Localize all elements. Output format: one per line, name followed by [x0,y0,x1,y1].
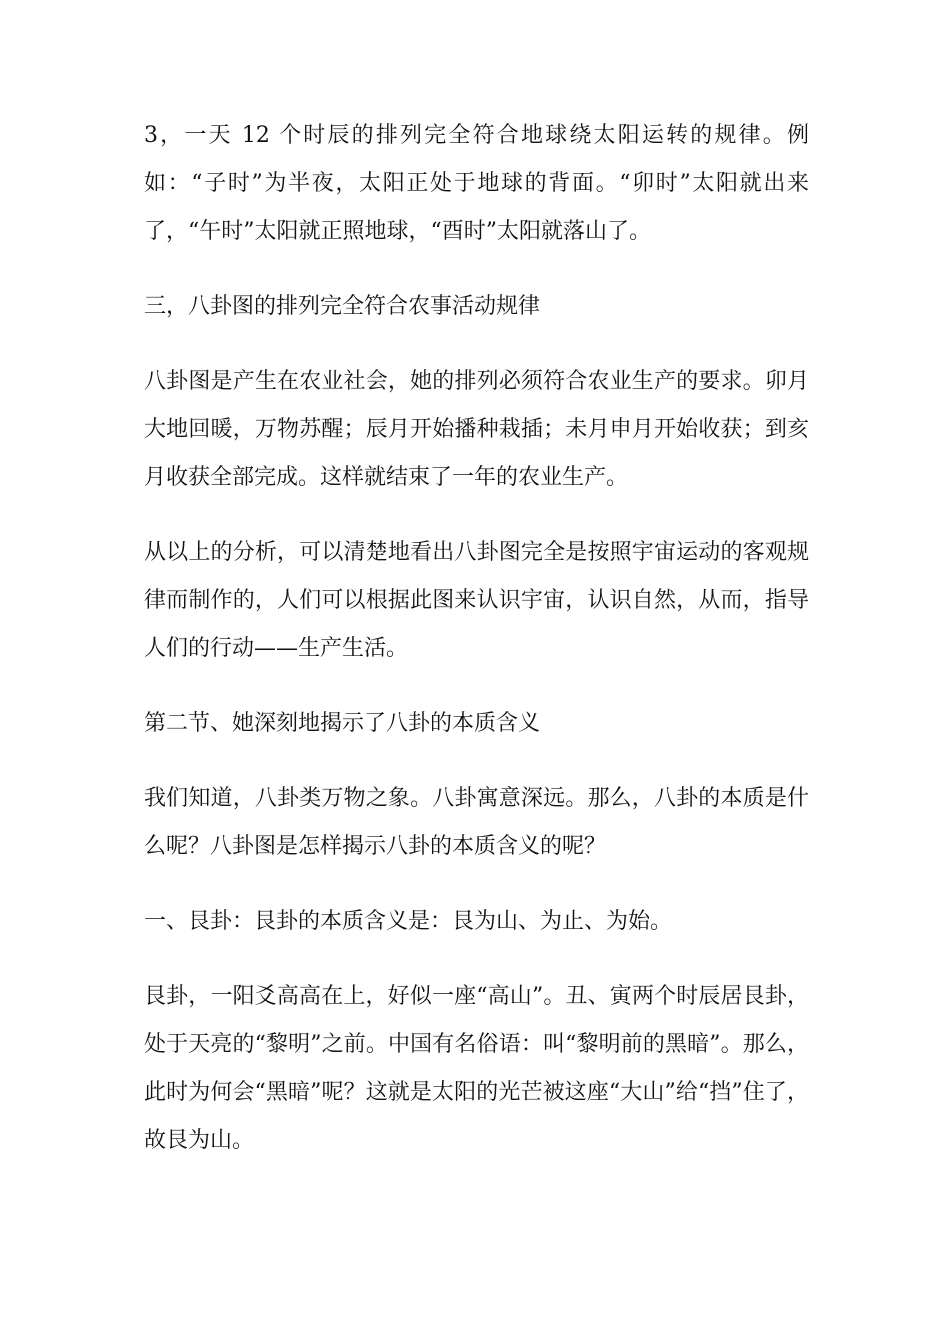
paragraph-shichen: 3，一天 12 个时辰的排列完全符合地球绕太阳运转的规律。例如：“子时”为半夜，太阳正处于地球的背面。“卯时”太阳就出来了，“午时”太阳就正照地球，“酉时”太阳就落山了。 [144,123,809,244]
paragraph-bagua-essence: 我们知道，八卦类万物之象。八卦寓意深远。那么，八卦的本质是什么呢？八卦图是怎样揭示八卦的本质含义的呢？ [144,786,809,859]
section-heading-nongshi: 三，八卦图的排列完全符合农事活动规律 [144,294,541,319]
section-heading-second: 第二节、她深刻地揭示了八卦的本质含义 [144,711,541,736]
document-body [144,112,809,1192]
paragraph-analysis: 从以上的分析，可以清楚地看出八卦图完全是按照宇宙运动的客观规律而制作的，人们可以根据此图来认识宇宙，认识自然，从而，指导人们的行动——生产生活。 [144,540,809,661]
section-heading-gen: 一、艮卦：艮卦的本质含义是：艮为山、为止、为始。 [144,909,673,934]
paragraph-nongye: 八卦图是产生在农业社会，她的排列必须符合农业生产的要求。卯月大地回暖，万物苏醒；辰月开始播种栽插；未月申月开始收获；到亥月收获全部完成。这样就结束了一年的农业生产。 [144,369,809,490]
paragraph-gen: 艮卦，一阳爻高高在上，好似一座“高山”。丑、寅两个时辰居艮卦，处于天亮的“黎明”之前。中国有名俗语：叫“黎明前的黑暗”。那么，此时为何会“黑暗”呢？这就是太阳的光芒被这座“大山”给“挡”住了，故艮为山。 [144,984,809,1153]
